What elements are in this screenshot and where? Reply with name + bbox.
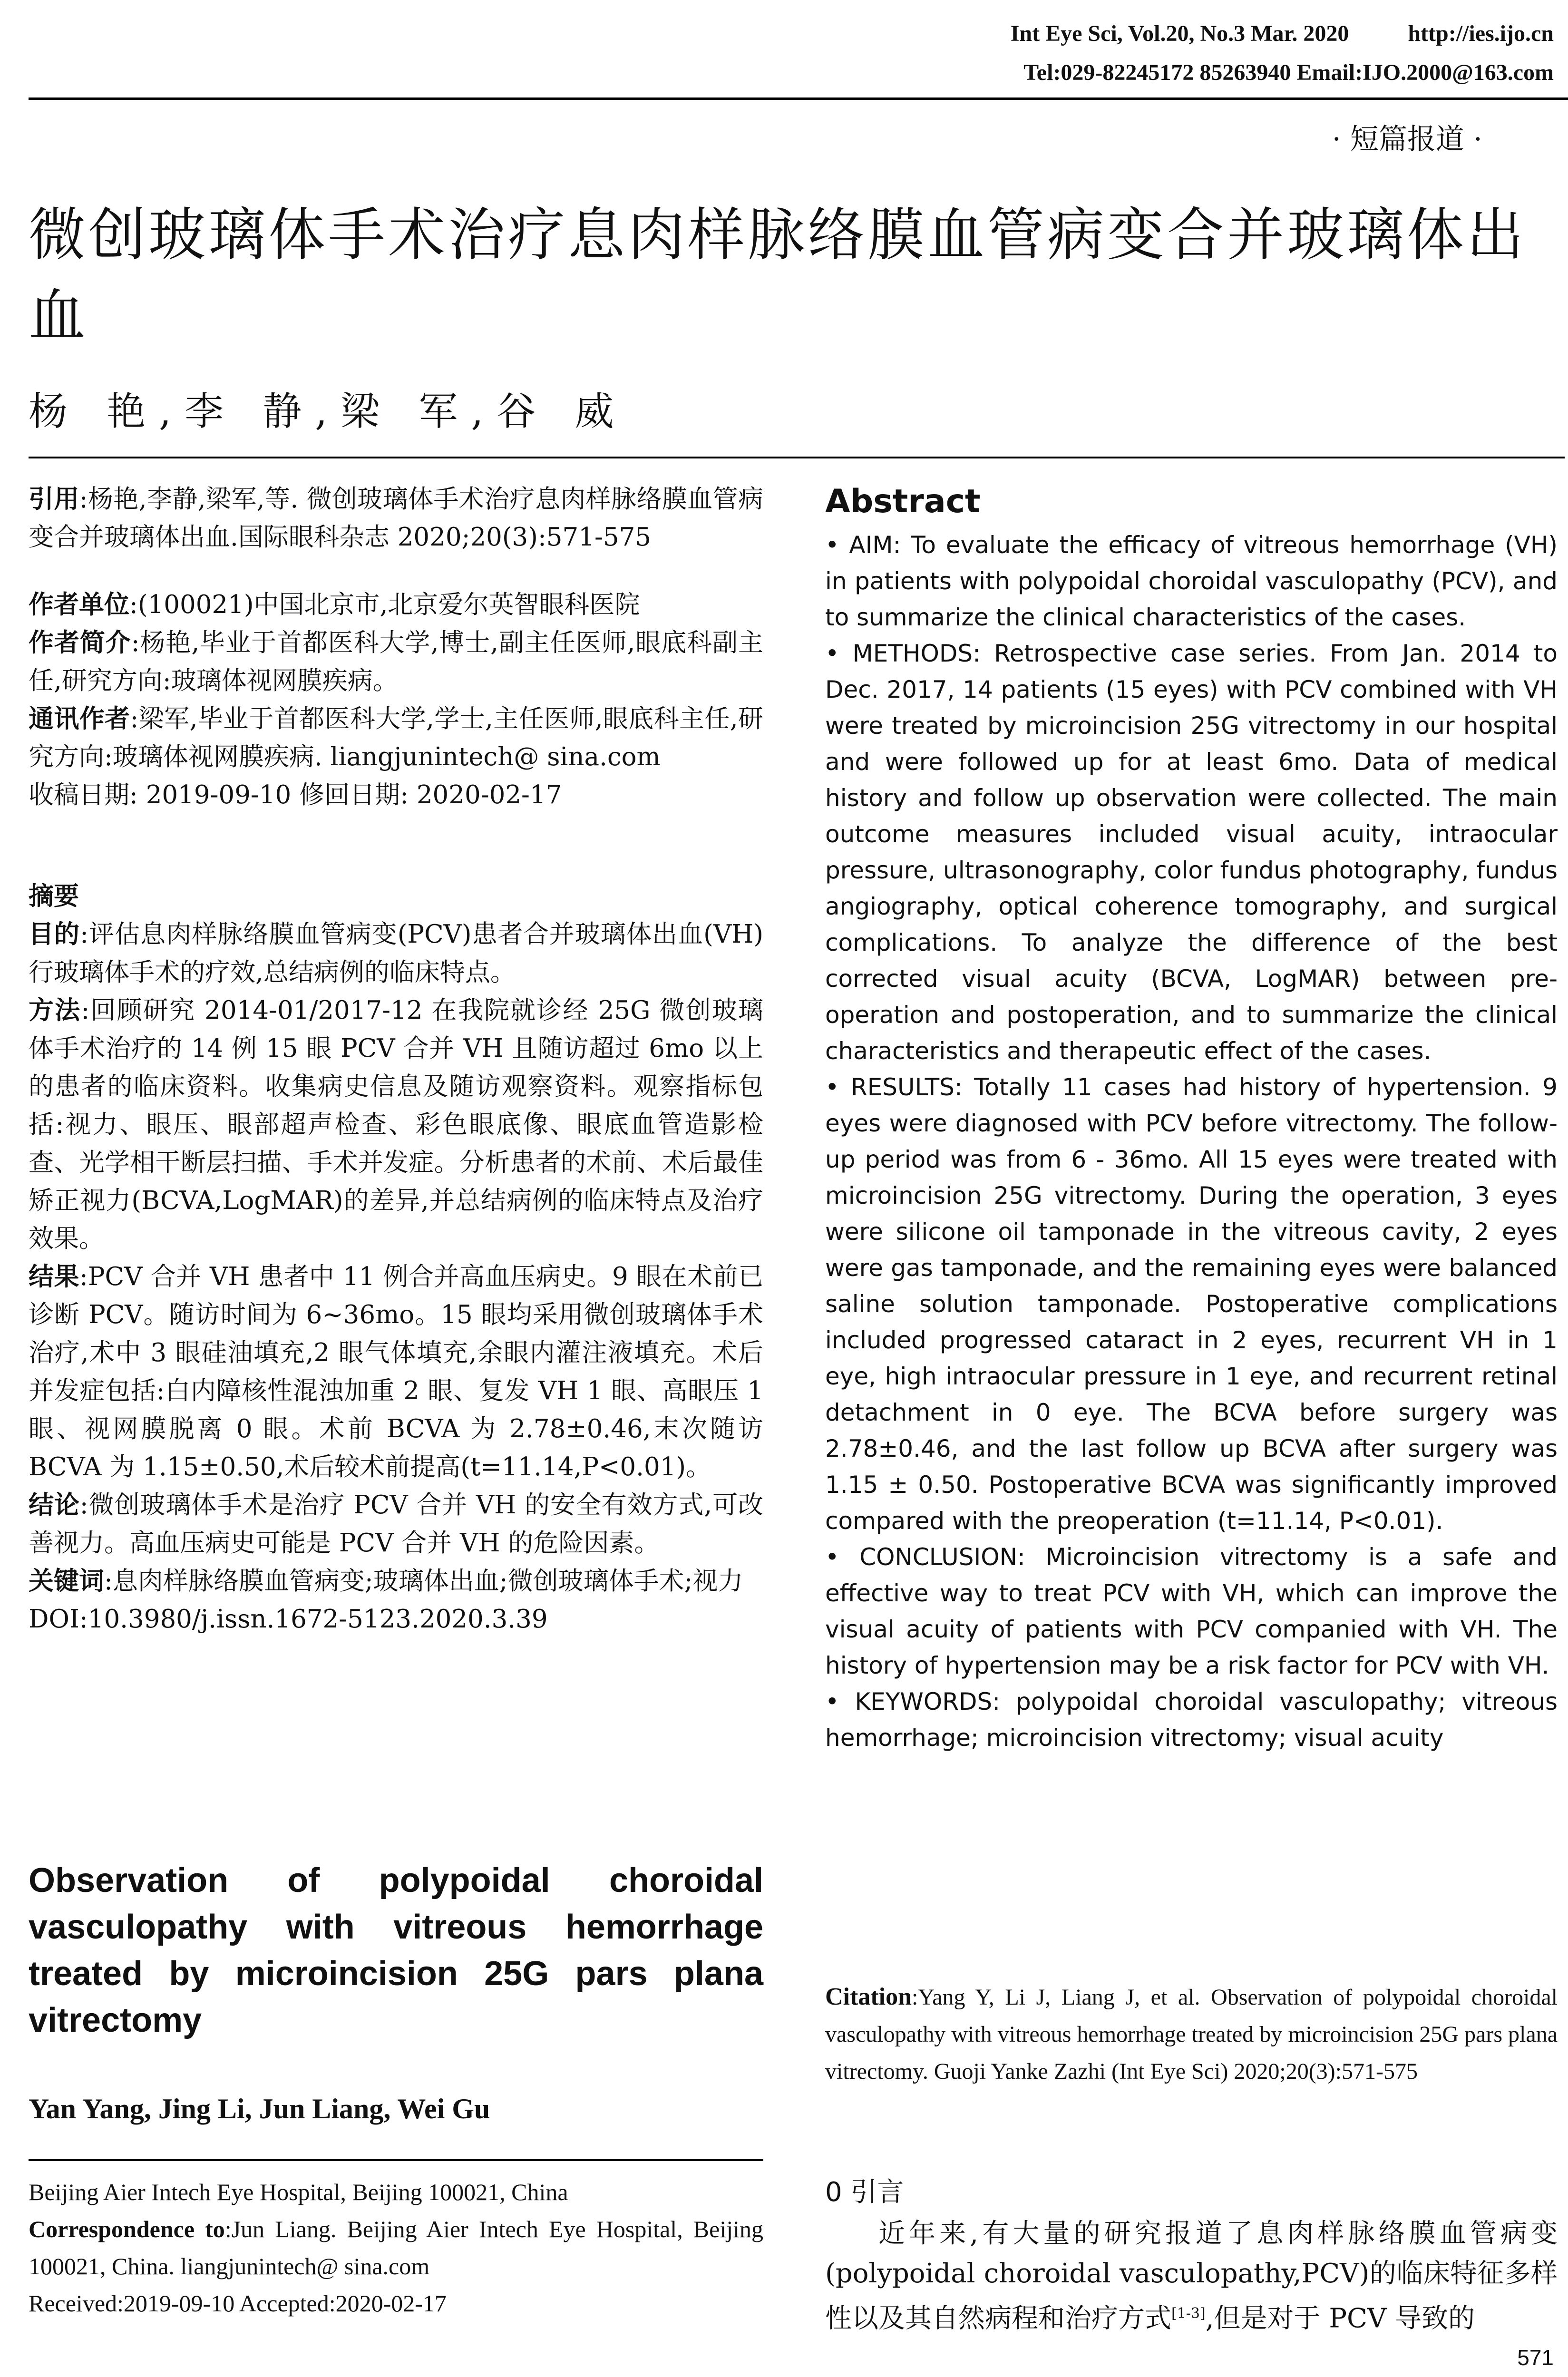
abstract-title-en: Abstract xyxy=(825,483,981,520)
keywords-text: :息肉样脉络膜血管病变;玻璃体出血;微创玻璃体手术;视力 xyxy=(104,1567,743,1596)
corr-label: 通讯作者 xyxy=(29,704,130,733)
affiliation-cn xyxy=(29,586,763,624)
left-column-top xyxy=(29,480,763,814)
journal-url[interactable]: http://ies.ijo.cn xyxy=(1408,21,1554,46)
aim-text: :评估息肉样脉络膜血管病变(PCV)患者合并玻璃体出血(VH)行玻璃体手术的疗效,总结病例的临床特点。 xyxy=(29,920,763,987)
en-corr-label: Correspondence to xyxy=(29,2216,225,2242)
corresponding-cn xyxy=(29,700,763,776)
citation-en xyxy=(825,1978,1558,2090)
citation-en-text: :Yang Y, Li J, Liang J, et al. Observation of polypoidal choroidal vasculopathy with vitreous hemorrhage treated by microincision 25G pars plana vitrectomy. Guoji Yanke Zazhi (Int Eye Sci) 2020;20(3):571-575 xyxy=(825,1985,1558,2084)
results-cn xyxy=(29,1258,763,1486)
citation-label: 引用 xyxy=(29,485,79,514)
results-text: :PCV 合并 VH 患者中 11 例合并高血压病史。9 眼在术前已诊断 PCV。随访时间为 6~36mo。15 眼均采用微创玻璃体手术治疗,术中 3 眼硅油填充,2 眼气体填充,余眼内灌注液填充。术后并发症包括:白内障核性混浊加重 2 眼、复发 VH 1 眼、高眼压 1 眼、视网膜脱离 0 眼。术前 BCVA 为 2.78±0.46,末次随访 BCVA 为 1.15±0.50,术后较术前提高(t=11.14,P<0.01)。 xyxy=(29,1262,763,1481)
aim-label: 目的 xyxy=(29,920,80,949)
bio-text: :杨艳,毕业于首都医科大学,博士,副主任医师,眼底科副主任,研究方向:玻璃体视网膜疾病。 xyxy=(29,628,764,695)
conclusion-label: 结论 xyxy=(29,1490,80,1520)
authors-en: Yan Yang, Jing Li, Jun Liang, Wei Gu xyxy=(29,2093,490,2124)
citation-text: :杨艳,李静,梁军,等. 微创玻璃体手术治疗息肉样脉络膜血管病变合并玻璃体出血.国际眼科杂志 2020;20(3):571-575 xyxy=(29,485,764,552)
methods-en: • METHODS: Retrospective case series. From Jan. 2014 to Dec. 2017, 14 patients (15 eyes) with PCV combined with VH were treated by microincision 25G vitrectomy in our hospital and were followed up for at least 6mo. Data of medical history and follow up observation were collected. The main outcome measures included visual acuity, intraocular pressure, ultrasonography, color fundus photography, fundus angiography, optical coherence tomography, and surgical complications. To analyze the difference of the best corrected visual acuity (BCVA, LogMAR) between pre-operation and postoperation, and to summarize the clinical characteristics and therapeutic effect of the cases. xyxy=(825,640,1558,1065)
bio-cn xyxy=(29,624,763,700)
abstract-cn xyxy=(29,877,763,1638)
affiliation-label: 作者单位 xyxy=(29,590,129,619)
abstract-en xyxy=(825,527,1558,1756)
results-en: • RESULTS: Totally 11 cases had history of hypertension. 9 eyes were diagnosed with PCV before vitrectomy. The follow- up period was from 6 - 36mo. All 15 eyes were treated with microincision 25G vitrectomy. During the operation, 3 eyes were silicone oil tamponade in the vitreous cavity, 2 eyes were gas tamponade, and the remaining eyes were balanced saline solution tamponade. Postoperative complications included progressed cataract in 2 eyes, recurrent VH in 1 eye, high intraocular pressure in 1 eye, and recurrent retinal detachment in 0 eye. The BCVA before surgery was 2.78±0.46, and the last follow up BCVA after surgery was 1.15 ± 0.50. Postoperative BCVA was significantly improved compared with the preoperation (t=11.14, P<0.01). xyxy=(825,1073,1558,1535)
page-number: 571 xyxy=(1517,2345,1554,2370)
intro-text: 近年来,有大量的研究报道了息肉样脉络膜血管病变(polypoidal choroidal vasculopathy,PCV)的临床特征多样性以及其自然病程和治疗方式 xyxy=(825,2218,1558,2334)
section-tag: · 短篇报道 · xyxy=(1332,123,1482,156)
citation-en-label: Citation xyxy=(825,1983,912,2010)
authors-cn: 杨 艳,李 静,梁 军,谷 威 xyxy=(29,389,627,434)
results-label: 结果 xyxy=(29,1262,79,1291)
dates-cn: 收稿日期: 2019-09-10 修回日期: 2020-02-17 xyxy=(29,780,562,809)
affiliation-en: Beijing Aier Intech Eye Hospital, Beijing 100021, China xyxy=(29,2179,568,2205)
dates-en: Received:2019-09-10 Accepted:2020-02-17 xyxy=(29,2290,447,2317)
methods-label: 方法 xyxy=(29,996,81,1025)
keywords-cn xyxy=(29,1562,763,1600)
journal-contact: Tel:029-82245172 85263940 Email:IJO.2000@163.com xyxy=(1023,60,1554,85)
left-footer-divider xyxy=(29,2159,763,2161)
conclusion-en: • CONCLUSION: Microincision vitrectomy is a safe and effective way to treat PCV with VH, which can improve the visual acuity of patients with PCV companied with VH. The history of hypertension may be a risk factor for PCV with VH. xyxy=(825,1543,1558,1679)
bio-label: 作者简介 xyxy=(29,628,131,657)
keywords-label: 关键词 xyxy=(29,1567,104,1596)
intro-tail: ,但是对于 PCV 导致的 xyxy=(1205,2303,1475,2334)
methods-cn xyxy=(29,992,763,1258)
aim-cn xyxy=(29,916,763,992)
affiliation-text: :(100021)中国北京市,北京爱尔英智眼科医院 xyxy=(129,590,640,619)
intro-reference[interactable]: [1-3] xyxy=(1171,2305,1206,2322)
methods-text: :回顾研究 2014-01/2017-12 在我院就诊经 25G 微创玻璃体手术治疗的 14 例 15 眼 PCV 合并 VH 且随访超过 6mo 以上的患者的临床资料。收集病史信息及随访观察资料。观察指标包括:视力、眼压、眼部超声检查、彩色眼底像、眼底血管造影检查、光学相干断层扫描、手术并发症。分析患者的术前、术后最佳矫正视力(BCVA,LogMAR)的差异,并总结病例的临床特点及治疗效果。 xyxy=(29,996,764,1253)
en-corr-text: :Jun Liang. Beijing Aier Intech Eye Hospital, Beijing 100021, China. liangjunintech@ sina.com xyxy=(29,2216,763,2280)
corr-text: :梁军,毕业于首都医科大学,学士,主任医师,眼底科主任,研究方向:玻璃体视网膜疾病. liangjunintech@ sina.com xyxy=(29,704,764,771)
title-divider xyxy=(29,457,1565,458)
intro-heading: 0 引言 xyxy=(825,2177,904,2208)
intro-paragraph xyxy=(825,2214,1558,2339)
conclusion-text: :微创玻璃体手术是治疗 PCV 合并 VH 的安全有效方式,可改善视力。高血压病史可能是 PCV 合并 VH 的危险因素。 xyxy=(29,1490,763,1558)
left-footer xyxy=(29,2173,763,2322)
correspondence-en xyxy=(29,2211,763,2285)
citation-cn xyxy=(29,480,763,556)
journal-header xyxy=(1011,19,1554,49)
aim-en: • AIM: To evaluate the efficacy of vitreous hemorrhage (VH) in patients with polypoidal choroidal vasculopathy (PCV), and to summarize the clinical characteristics of the cases. xyxy=(825,531,1558,631)
abstract-heading-cn: 摘要 xyxy=(29,882,79,911)
journal-line: Int Eye Sci, Vol.20, No.3 Mar. 2020 xyxy=(1010,21,1349,46)
keywords-en: • KEYWORDS: polypoidal choroidal vasculopathy; vitreous hemorrhage; microincision vitrectomy; visual acuity xyxy=(825,1688,1558,1752)
doi[interactable]: DOI:10.3980/j.issn.1672-5123.2020.3.39 xyxy=(29,1605,548,1634)
article-title-en: Observation of polypoidal choroidal vasculopathy with vitreous hemorrhage treated by microincision 25G pars plana vitrectomy xyxy=(29,1861,763,2039)
conclusion-cn xyxy=(29,1486,763,1562)
header-divider xyxy=(29,97,1568,100)
article-title-cn: 微创玻璃体手术治疗息肉样脉络膜血管病变合并玻璃体出血 xyxy=(29,202,1527,349)
